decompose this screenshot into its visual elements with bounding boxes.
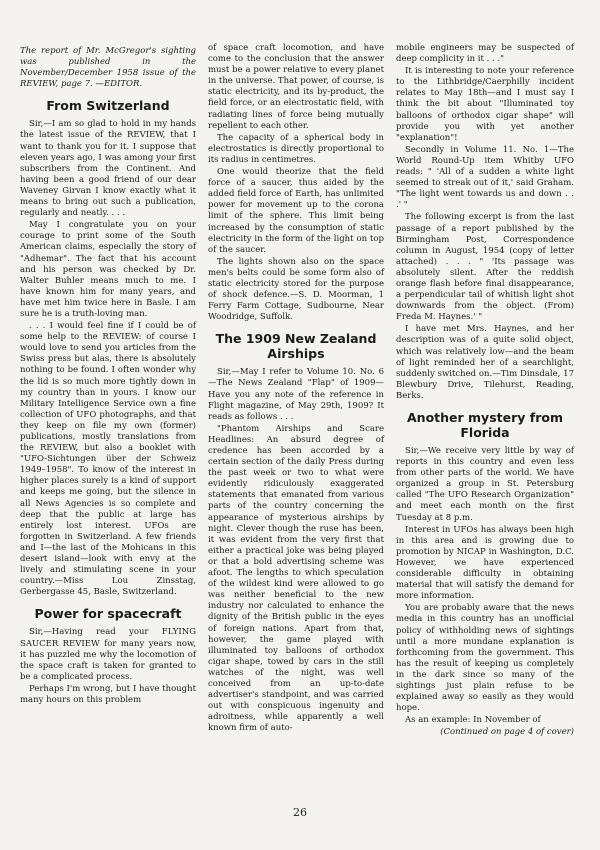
letter-paragraph: It is interesting to note your reference to the Lithbridge/Caerphilly incident relates to May 18th—and I must say I think the bit about "Illuminated toy balloons of orthodox cigar shape" will provide you with yet another "explanation"! bbox=[396, 66, 574, 143]
letter-paragraph: Sir,—I am so glad to hold in my hands the latest issue of the REVIEW, that I want to thank you for it. I suppose that eleven years ago, I was among your first subscribers from the Continent. And having been a good friend of our dear Waveney Girvan I know exactly what it means to bring out such a publication, regularly and neatly. . . . bbox=[20, 119, 196, 219]
letter-paragraph: The following excerpt is from the last passage of a report published by the Birmingham Post, Correspondence column in August, 1954 (copy of letter attached) . . . " 'Its passage was absolutely silent. After the reddish orange flash before final disappearance, a perpendicular tail of whitish light shot downwards from the object. (From) Freda M. Haynes.' " bbox=[396, 212, 574, 323]
letter-paragraph: mobile engineers may be suspected of deep complicity in it . . ." bbox=[396, 43, 574, 65]
heading-power-for-spacecraft: Power for spacecraft bbox=[34, 606, 182, 622]
letter-paragraph: Sir,—May I refer to Volume 10. No. 6—The News Zealand "Flap" of 1909—Have you any note of the reference in Flight magazine, of May 29th, 1909? It reads as follows . . . bbox=[208, 367, 384, 422]
letter-paragraph: Secondly in Volume 11. No. 1—The World Round-Up item Whitby UFO reads: " 'All of a sudden a white light seemed to streak out of it,' said Graham. "The light went towards us and down . . .' " bbox=[396, 144, 574, 211]
quoted-paragraph: "Phantom Airships and Scare Headlines: An absurd degree of credence has been accorded by a certain section of the daily Press during the past week or two to what were evidently ridiculously exaggerated statements that emanated from various parts of the country concerning the appearance of mysterious airships by night. Clever though the ruse has been, it was evident from the very first that either a practical joke was being played or that a bold advertising scheme was afoot. The lengths to which speculation of the wildest kind were allowed to go was neither beneficial to the new industry nor calculated to enhance the dignity of the British public in the eyes of foreign nations. Apart from that, however, the game played with illuminated toy balloons of orthodox cigar shape, towed by cars in the still watches of the night, was well conceived from an up-to-date advertiser's standpoint, and was carried out with conspicuous ingenuity and adroitness, while apparently a well known firm of auto- bbox=[208, 423, 384, 734]
letter-paragraph: Sir,—Having read your FLYING SAUCER REVIEW for many years now, it has puzzled me why the locomotion of the space craft is taken for granted to be a complicated process. bbox=[20, 627, 196, 682]
letter-paragraph: Interest in UFOs has always been high in this area and is growing due to promotion by NICAP in Washington, D.C. However, we have experienced considerable difficulty in obtaining material that will satisfy the demand for more information. bbox=[396, 524, 574, 602]
letter-paragraph: As an example: In November of bbox=[405, 715, 541, 726]
letter-paragraph: You are probably aware that the news media in this country has an unofficial policy of withholding news of sightings until a more mundane explanation is forthcoming from the government. This has the result of keeping us completely in the dark since so many of the sightings just plain refuse to be explained away so easily as they would hope. bbox=[396, 603, 574, 714]
letter-paragraph: of space craft locomotion, and have come to the conclusion that the answer must be a power relative to every planet in the universe. That power, of course, is static electricity, and its by-product, the field force, or an electrostatic field, with radiating lines of force being mutually repellent to each other. bbox=[208, 43, 384, 131]
letter-paragraph: May I congratulate you on your courage to print some of the South American claims, especially the story of "Adhemar". The fact that his account and his person was checked by Dr. Walter Buhler means much to me. I have known him for many years, and have met him twice here in Basle. I am sure he is a truth-loving man. bbox=[20, 220, 196, 319]
heading-1909-new-zealand-airships: The 1909 New Zealand Airships bbox=[215, 331, 377, 362]
letter-paragraph: Perhaps I'm wrong, but I have thought many hours on this problem bbox=[20, 683, 196, 705]
letter-paragraph: Sir,—We receive very little by way of reports in this country and even less from other parts of the world. We have organized a group in St. Petersburg called "The UFO Research Organization" and meet each month on the first Tuesday at 8 p.m. bbox=[396, 446, 574, 523]
letter-paragraph: . . . I would feel fine if I could be of some help to the REVIEW: of course I would love to send you articles from the Swiss press but alas, there is absolutely nothing to be found. I often wonder why the lid is so much more tightly down in my country than in yours. I know our Military Intelligence Service own a fine collection of UFO photographs, and that they keep on file my own (former) publications, mostly translations from the REVIEW, but also a booklet with "UFO-Sichtungen über der Schweiz 1949–1958". To know of the interest in higher places surely is a kind of support and keeps me going, but the silence in all News Agencies is so complete and deep that the public at large has entirely lost interest. UFOs are forgotten in Switzerland. A few friends and I—the last of the Mohicans in this desert island—look with envy at the lively and stimulating scene in your country.—Miss Lou Zinsstag, Gerbergasse 45, Basle, Switzerland. bbox=[20, 321, 196, 598]
letter-paragraph: One would theorize that the field force of a saucer, thus aided by the added field force of Earth, has unlimited power for movement up to the corona limit of the sphere. This limit being increased by the consumption of static electricity in the form of the light on top of the saucer. bbox=[208, 167, 384, 255]
column-3 bbox=[396, 43, 574, 739]
page-number: 26 bbox=[293, 806, 307, 819]
editor-note-text: The report of Mr. McGregor's sighting was published in the November/December 1958 issue of the REVIEW, page 7. —EDITOR. bbox=[20, 46, 196, 90]
letter-paragraph: I have met Mrs. Haynes, and her description was of a quite solid object, which was relatively low—and the beam of light reminded her of a searchlight, suddenly switched on.—Tim Dinsdale, 17 Blewbury Drive, Tilehurst, Reading, Berks. bbox=[396, 324, 574, 401]
letter-paragraph: The capacity of a spherical body in electrostatics is directly proportional to its radius in centimetres. bbox=[208, 132, 384, 165]
editor-note bbox=[20, 46, 196, 90]
continued-note: (Continued on page 4 of cover) bbox=[440, 727, 574, 738]
heading-another-mystery-from-florida: Another mystery from Florida bbox=[407, 410, 563, 440]
column-1 bbox=[20, 46, 196, 707]
letter-paragraph: The lights shown also on the space men's belts could be some form also of static electricity stored for the purpose of shock defence.—S. D. Moorman, 1 Ferry Farm Cottage, Sudbourne, Near Woodridge, Suffolk. bbox=[208, 256, 384, 323]
heading-from-switzerland: From Switzerland bbox=[46, 98, 170, 114]
column-2 bbox=[208, 43, 384, 735]
